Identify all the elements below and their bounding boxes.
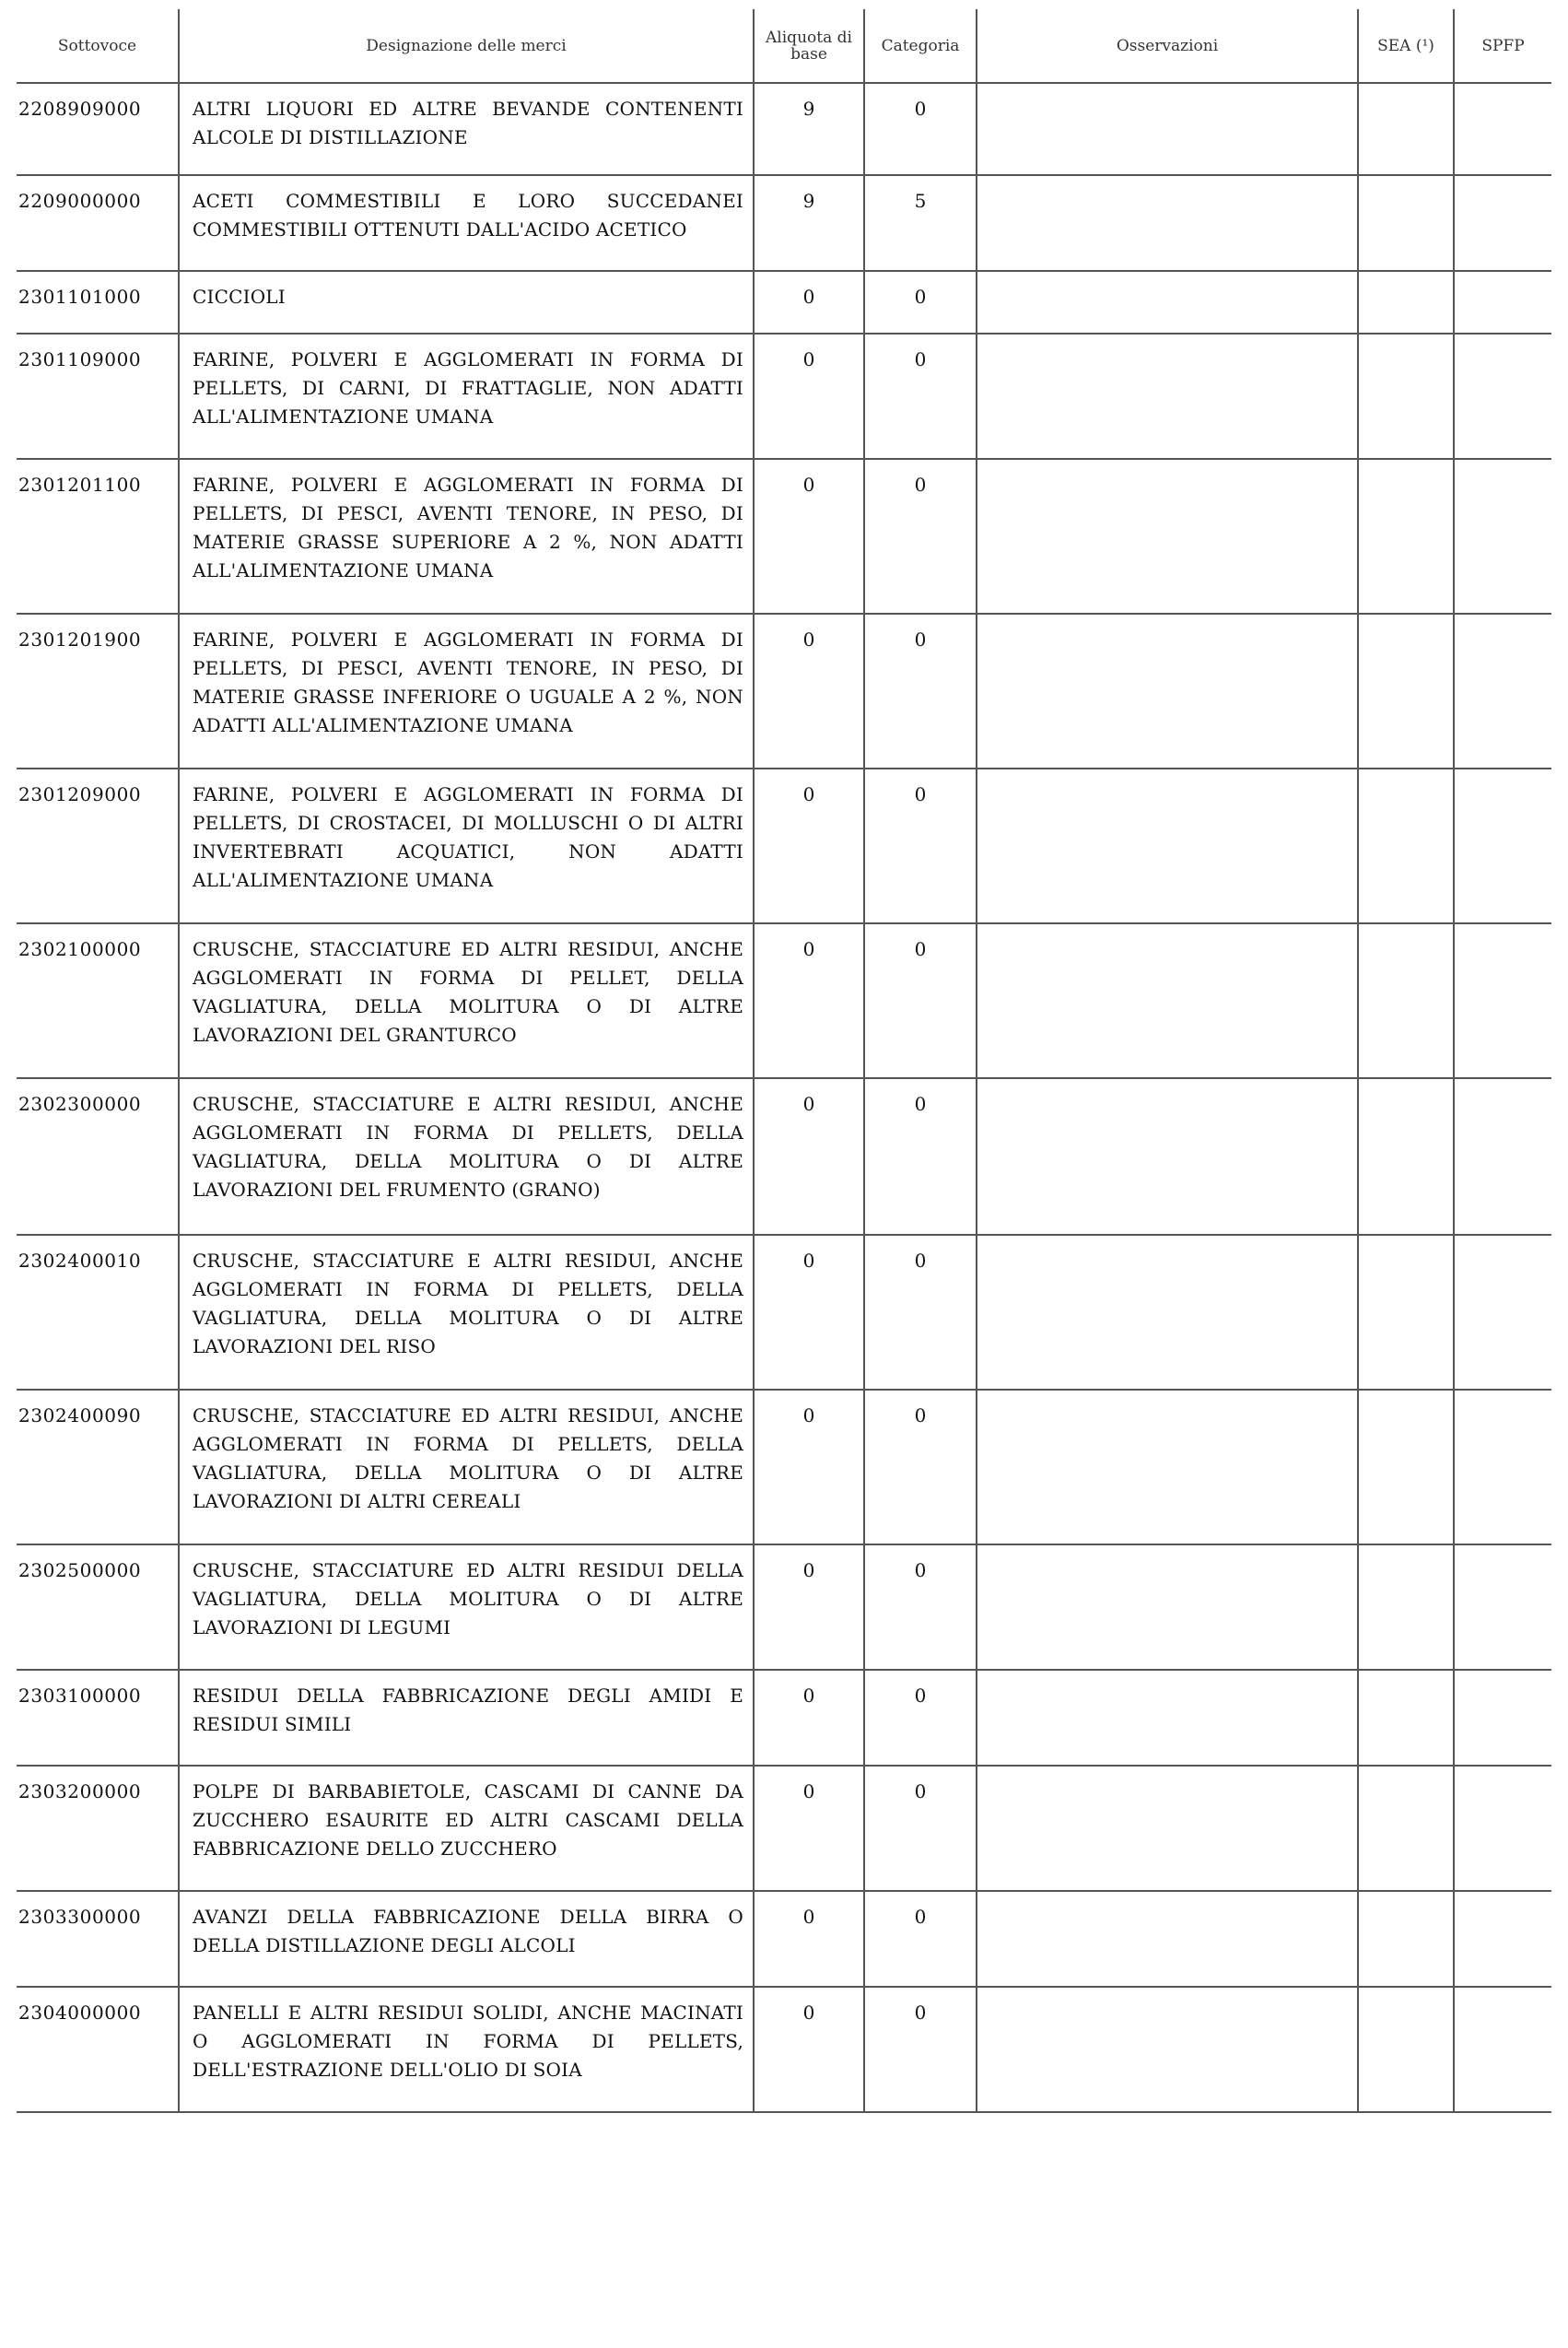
designation-cell: ACETI COMMESTIBILI E LORO SUCCEDANEI COMMESTIBILI OTTENUTI DALL'ACIDO ACETICO — [179, 175, 754, 271]
osservazioni-cell — [977, 459, 1358, 614]
osservazioni-cell — [977, 614, 1358, 769]
osservazioni-cell — [977, 923, 1358, 1078]
sea-cell — [1358, 459, 1454, 614]
table-row — [17, 769, 1551, 923]
spfp-cell — [1454, 1390, 1551, 1544]
table-row — [17, 175, 1551, 271]
aliquota-cell: 0 — [754, 614, 864, 769]
code-cell: 2304000000 — [17, 1987, 179, 2112]
table-row — [17, 923, 1551, 1078]
spfp-cell — [1454, 769, 1551, 923]
osservazioni-cell — [977, 83, 1358, 175]
categoria-cell: 0 — [864, 1390, 977, 1544]
categoria-cell: 0 — [864, 1670, 977, 1766]
spfp-cell — [1454, 1891, 1551, 1987]
table-row — [17, 334, 1551, 459]
osservazioni-cell — [977, 1766, 1358, 1891]
spfp-cell — [1454, 271, 1551, 334]
spfp-cell — [1454, 1987, 1551, 2112]
categoria-cell: 0 — [864, 271, 977, 334]
aliquota-cell: 0 — [754, 459, 864, 614]
designation-cell: FARINE, POLVERI E AGGLOMERATI IN FORMA DI PELLETS, DI CROSTACEI, DI MOLLUSCHI O DI ALTRI INVERTEBRATI ACQUATICI, NON ADATTI ALL'ALIMENTAZIONE UMANA — [179, 769, 754, 923]
sea-cell — [1358, 1987, 1454, 2112]
table-row — [17, 1390, 1551, 1544]
aliquota-cell: 0 — [754, 769, 864, 923]
spfp-cell — [1454, 334, 1551, 459]
sea-cell — [1358, 769, 1454, 923]
code-cell: 2302100000 — [17, 923, 179, 1078]
table-row — [17, 1544, 1551, 1670]
designation-cell: PANELLI E ALTRI RESIDUI SOLIDI, ANCHE MACINATI O AGGLOMERATI IN FORMA DI PELLETS, DELL'ESTRAZIONE DELL'OLIO DI SOIA — [179, 1987, 754, 2112]
designation-cell: CICCIOLI — [179, 271, 754, 334]
code-cell: 2301209000 — [17, 769, 179, 923]
categoria-cell: 0 — [864, 614, 977, 769]
aliquota-cell: 0 — [754, 1235, 864, 1390]
table-row — [17, 1078, 1551, 1235]
categoria-cell: 0 — [864, 923, 977, 1078]
aliquota-cell: 0 — [754, 1766, 864, 1891]
spfp-cell — [1454, 923, 1551, 1078]
code-cell: 2302300000 — [17, 1078, 179, 1235]
header-categoria: Categoria — [864, 9, 977, 83]
categoria-cell: 0 — [864, 459, 977, 614]
osservazioni-cell — [977, 1390, 1358, 1544]
code-cell: 2303100000 — [17, 1670, 179, 1766]
designation-cell: FARINE, POLVERI E AGGLOMERATI IN FORMA DI PELLETS, DI PESCI, AVENTI TENORE, IN PESO, DI MATERIE GRASSE SUPERIORE A 2 %, NON ADATTI ALL'ALIMENTAZIONE UMANA — [179, 459, 754, 614]
categoria-cell: 0 — [864, 1891, 977, 1987]
code-cell: 2301109000 — [17, 334, 179, 459]
sea-cell — [1358, 334, 1454, 459]
categoria-cell: 0 — [864, 769, 977, 923]
sea-cell — [1358, 1544, 1454, 1670]
sea-cell — [1358, 175, 1454, 271]
aliquota-cell: 0 — [754, 1891, 864, 1987]
header-sea: SEA (¹) — [1358, 9, 1454, 83]
aliquota-cell: 0 — [754, 334, 864, 459]
osservazioni-cell — [977, 1544, 1358, 1670]
designation-cell: FARINE, POLVERI E AGGLOMERATI IN FORMA DI PELLETS, DI CARNI, DI FRATTAGLIE, NON ADATTI ALL'ALIMENTAZIONE UMANA — [179, 334, 754, 459]
aliquota-cell: 9 — [754, 83, 864, 175]
header-row — [17, 9, 1551, 83]
osservazioni-cell — [977, 334, 1358, 459]
osservazioni-cell — [977, 1987, 1358, 2112]
table-row — [17, 271, 1551, 334]
osservazioni-cell — [977, 1891, 1358, 1987]
code-cell: 2302500000 — [17, 1544, 179, 1670]
code-cell: 2302400090 — [17, 1390, 179, 1544]
sea-cell — [1358, 1766, 1454, 1891]
categoria-cell: 0 — [864, 1544, 977, 1670]
spfp-cell — [1454, 1544, 1551, 1670]
designation-cell: RESIDUI DELLA FABBRICAZIONE DEGLI AMIDI E RESIDUI SIMILI — [179, 1670, 754, 1766]
designation-cell: CRUSCHE, STACCIATURE ED ALTRI RESIDUI, ANCHE AGGLOMERATI IN FORMA DI PELLETS, DELLA VAGLIATURA, DELLA MOLITURA O DI ALTRE LAVORAZIONI DI ALTRI CEREALI — [179, 1390, 754, 1544]
sea-cell — [1358, 271, 1454, 334]
designation-cell: CRUSCHE, STACCIATURE E ALTRI RESIDUI, ANCHE AGGLOMERATI IN FORMA DI PELLETS, DELLA VAGLIATURA, DELLA MOLITURA O DI ALTRE LAVORAZIONI DEL RISO — [179, 1235, 754, 1390]
code-cell: 2303200000 — [17, 1766, 179, 1891]
categoria-cell: 5 — [864, 175, 977, 271]
designation-cell: AVANZI DELLA FABBRICAZIONE DELLA BIRRA O DELLA DISTILLAZIONE DEGLI ALCOLI — [179, 1891, 754, 1987]
table-row — [17, 459, 1551, 614]
code-cell: 2208909000 — [17, 83, 179, 175]
code-cell: 2301201100 — [17, 459, 179, 614]
spfp-cell — [1454, 1078, 1551, 1235]
osservazioni-cell — [977, 175, 1358, 271]
code-cell: 2302400010 — [17, 1235, 179, 1390]
spfp-cell — [1454, 175, 1551, 271]
categoria-cell: 0 — [864, 1078, 977, 1235]
header-sottovoce: Sottovoce — [17, 9, 179, 83]
osservazioni-cell — [977, 1235, 1358, 1390]
sea-cell — [1358, 1078, 1454, 1235]
code-cell: 2301201900 — [17, 614, 179, 769]
code-cell: 2301101000 — [17, 271, 179, 334]
code-cell: 2209000000 — [17, 175, 179, 271]
osservazioni-cell — [977, 271, 1358, 334]
header-spfp: SPFP — [1454, 9, 1551, 83]
tariff-table — [17, 9, 1551, 2113]
table-row — [17, 614, 1551, 769]
sea-cell — [1358, 614, 1454, 769]
aliquota-cell: 0 — [754, 1078, 864, 1235]
categoria-cell: 0 — [864, 1235, 977, 1390]
designation-cell: FARINE, POLVERI E AGGLOMERATI IN FORMA DI PELLETS, DI PESCI, AVENTI TENORE, IN PESO, DI MATERIE GRASSE INFERIORE O UGUALE A 2 %, NON ADATTI ALL'ALIMENTAZIONE UMANA — [179, 614, 754, 769]
aliquota-cell: 0 — [754, 271, 864, 334]
aliquota-cell: 0 — [754, 923, 864, 1078]
code-cell: 2303300000 — [17, 1891, 179, 1987]
categoria-cell: 0 — [864, 334, 977, 459]
spfp-cell — [1454, 1235, 1551, 1390]
spfp-cell — [1454, 614, 1551, 769]
categoria-cell: 0 — [864, 83, 977, 175]
designation-cell: ALTRI LIQUORI ED ALTRE BEVANDE CONTENENTI ALCOLE DI DISTILLAZIONE — [179, 83, 754, 175]
sea-cell — [1358, 1670, 1454, 1766]
table-row — [17, 1670, 1551, 1766]
aliquota-cell: 0 — [754, 1544, 864, 1670]
header-designazione: Designazione delle merci — [179, 9, 754, 83]
designation-cell: CRUSCHE, STACCIATURE E ALTRI RESIDUI, ANCHE AGGLOMERATI IN FORMA DI PELLETS, DELLA VAGLIATURA, DELLA MOLITURA O DI ALTRE LAVORAZIONI DEL FRUMENTO (GRANO) — [179, 1078, 754, 1235]
designation-cell: CRUSCHE, STACCIATURE ED ALTRI RESIDUI DELLA VAGLIATURA, DELLA MOLITURA O DI ALTRE LAVORAZIONI DI LEGUMI — [179, 1544, 754, 1670]
designation-cell: POLPE DI BARBABIETOLE, CASCAMI DI CANNE DA ZUCCHERO ESAURITE ED ALTRI CASCAMI DELLA FABBRICAZIONE DELLO ZUCCHERO — [179, 1766, 754, 1891]
osservazioni-cell — [977, 1670, 1358, 1766]
sea-cell — [1358, 923, 1454, 1078]
sea-cell — [1358, 1235, 1454, 1390]
aliquota-cell: 0 — [754, 1390, 864, 1544]
aliquota-cell: 9 — [754, 175, 864, 271]
header-aliquota: Aliquota di base — [754, 9, 864, 83]
table-row — [17, 1891, 1551, 1987]
table-header — [17, 9, 1551, 83]
table-row — [17, 1766, 1551, 1891]
categoria-cell: 0 — [864, 1987, 977, 2112]
aliquota-cell: 0 — [754, 1987, 864, 2112]
header-osservazioni: Osservazioni — [977, 9, 1358, 83]
osservazioni-cell — [977, 769, 1358, 923]
spfp-cell — [1454, 83, 1551, 175]
designation-cell: CRUSCHE, STACCIATURE ED ALTRI RESIDUI, ANCHE AGGLOMERATI IN FORMA DI PELLET, DELLA VAGLIATURA, DELLA MOLITURA O DI ALTRE LAVORAZIONI DEL GRANTURCO — [179, 923, 754, 1078]
table-row — [17, 1987, 1551, 2112]
spfp-cell — [1454, 1670, 1551, 1766]
table-row — [17, 1235, 1551, 1390]
categoria-cell: 0 — [864, 1766, 977, 1891]
aliquota-cell: 0 — [754, 1670, 864, 1766]
spfp-cell — [1454, 1766, 1551, 1891]
spfp-cell — [1454, 459, 1551, 614]
sea-cell — [1358, 1390, 1454, 1544]
table-body — [17, 83, 1551, 2112]
table-row — [17, 83, 1551, 175]
sea-cell — [1358, 83, 1454, 175]
osservazioni-cell — [977, 1078, 1358, 1235]
sea-cell — [1358, 1891, 1454, 1987]
